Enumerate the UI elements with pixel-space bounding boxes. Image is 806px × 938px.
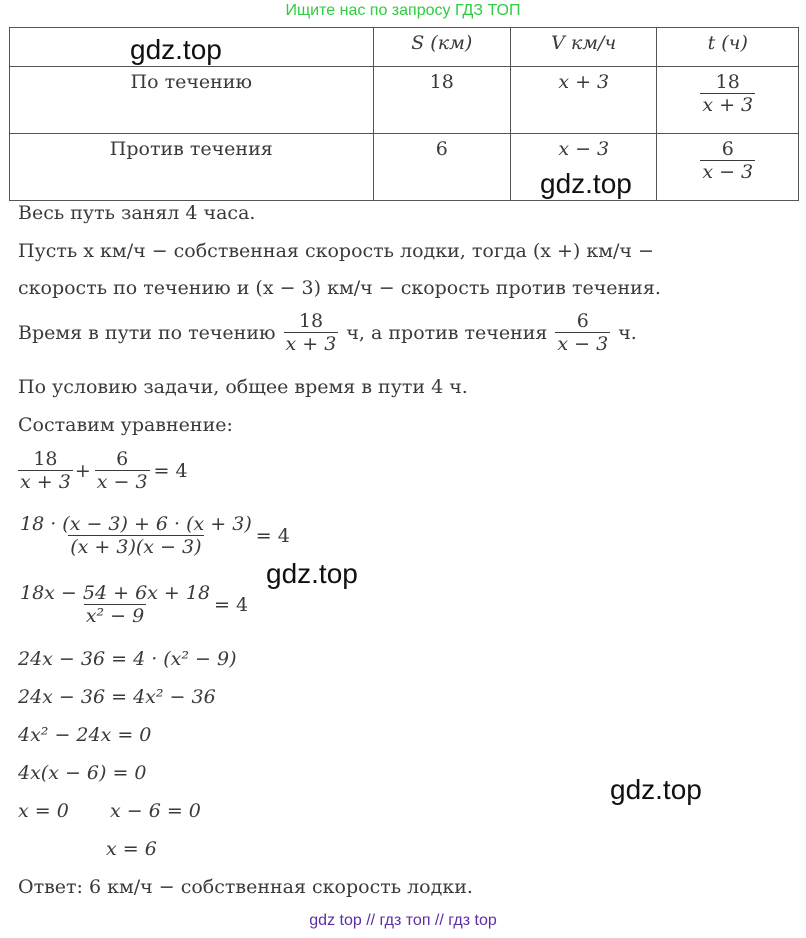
fraction-denominator: (x + 3)(x − 3) [70,536,202,558]
fraction-denominator: x − 3 [702,161,754,183]
equation-3 [18,582,248,627]
equation-8a: x = 0 [18,800,69,822]
fraction-numerator: 6 [576,310,589,332]
fraction-denominator: x − 3 [557,333,609,355]
text-fragment: ч. [618,321,637,344]
fraction [700,138,755,183]
row-distance-downstream: 18 [373,67,510,134]
footer-links: gdz top // гдз топ // гдз top [309,912,497,929]
text-fragment: Время в пути по течению [18,321,276,344]
fraction-denominator: x + 3 [702,94,754,116]
equation-8b: x − 6 = 0 [110,800,201,822]
fraction-denominator: x² − 9 [85,605,145,627]
row-distance-upstream: 6 [373,134,510,201]
text-line: Весь путь занял 4 часа. [18,202,256,224]
table-header-distance: S (км) [373,28,510,67]
row-label-upstream: Против течения [10,134,374,201]
table-header-time: t (ч) [657,28,799,67]
fraction [555,310,610,355]
text-line: скорость по течению и (x − 3) км/ч − скорость против течения. [18,277,661,299]
fraction [284,310,339,355]
answer-line: Ответ: 6 км/ч − собственная скорость лодки. [18,876,473,898]
fraction-numerator: 6 [116,448,129,470]
fraction-denominator: x + 3 [20,471,71,493]
time-sentence [18,310,637,355]
fraction-numerator: 18x − 54 + 6x + 18 [20,582,211,604]
equation-rhs: = 4 [153,459,188,482]
fraction-numerator: 18 [298,310,324,332]
fraction [18,513,254,558]
equation-rhs: = 4 [214,593,249,616]
row-speed-downstream: x + 3 [510,67,657,134]
fraction [700,71,755,116]
fraction [18,582,212,627]
fraction-numerator: 18 [33,448,58,470]
equation-6: 4x² − 24x = 0 [18,724,152,746]
fraction-denominator: x − 3 [96,471,148,493]
row-label-downstream: По течению [10,67,374,134]
text-line: По условию задачи, общее время в пути 4 ч. [18,376,468,398]
text-fragment: ч, а против течения [346,321,548,344]
fraction-numerator: 18 · (x − 3) + 6 · (x + 3) [20,513,252,535]
row-time-downstream [657,67,799,134]
fraction-numerator: 18 [715,71,740,93]
row-time-upstream [657,134,799,201]
watermark: gdz.top [130,34,222,65]
equation-7: 4x(x − 6) = 0 [18,762,147,784]
watermark: gdz.top [266,558,358,589]
equation-1 [18,448,188,493]
row-speed-upstream: x − 3 [510,134,657,201]
fraction [18,448,73,493]
speed-table [9,27,799,201]
text-line: Составим уравнение: [18,414,233,436]
equation-5: 24x − 36 = 4x² − 36 [18,686,216,708]
table-header-speed: V км/ч [510,28,657,67]
equation-4: 24x − 36 = 4 · (x² − 9) [18,648,237,670]
equation-rhs: = 4 [255,524,290,547]
fraction [95,448,150,493]
text-line: Пусть x км/ч − собственная скорость лодки, тогда (x +) км/ч − [18,240,654,262]
operator: + [74,459,91,482]
equation-2 [18,513,290,558]
search-hint-header: Ищите нас по запросу ГДЗ ТОП [285,2,521,19]
equation-9: x = 6 [106,838,157,860]
watermark: gdz.top [540,168,632,199]
fraction-denominator: x + 3 [285,333,337,355]
watermark: gdz.top [610,774,702,805]
fraction-numerator: 6 [721,138,734,160]
